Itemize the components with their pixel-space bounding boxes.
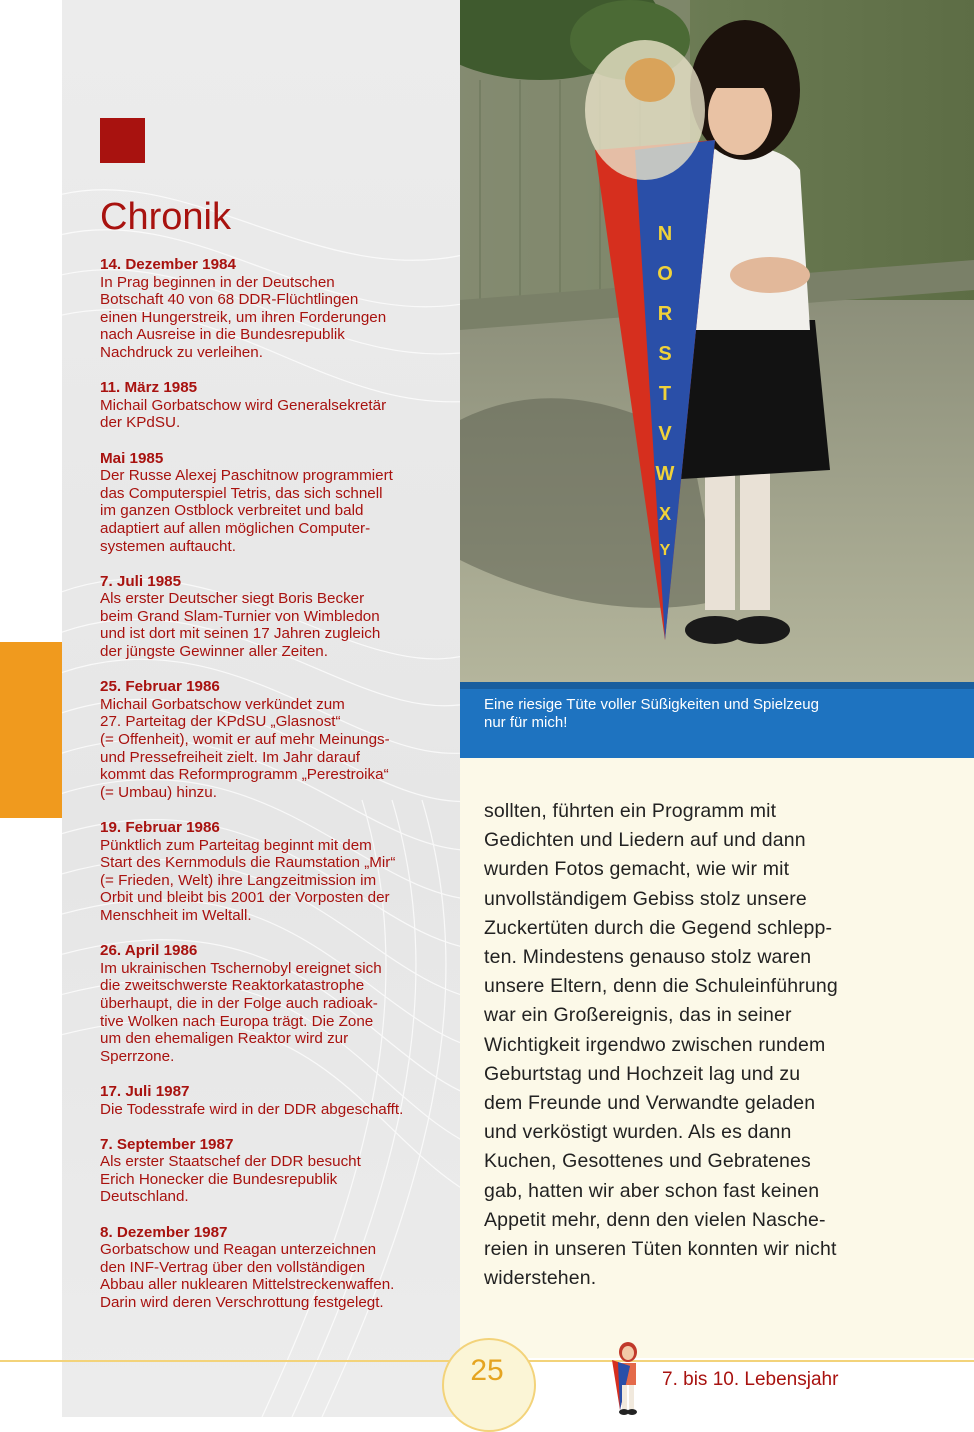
chronicle-entry xyxy=(100,379,440,432)
chronicle-entry xyxy=(100,1083,440,1118)
chronicle-entry xyxy=(100,573,440,661)
entry-date: 26. April 1986 xyxy=(100,942,198,960)
entry-text: Im ukrainischen Tschernobyl ereignet sich die zweitschwerste Reaktorkatastrophe überhaupt, die in der Folge auch radioak- tive Wolken nach Europa trägt. Die Zone um den ehemaligen Reaktor wird zur Sperrzone. xyxy=(100,959,382,1065)
svg-text:R: R xyxy=(657,303,673,325)
entry-date: 11. März 1985 xyxy=(100,379,198,397)
chronicle-entry xyxy=(100,942,440,1065)
orange-accent-bar xyxy=(0,642,62,818)
child-with-cone-icon xyxy=(598,1338,658,1417)
svg-text:S: S xyxy=(658,343,672,365)
entry-date: 7. Juli 1985 xyxy=(100,572,182,590)
entry-date: 14. Dezember 1984 xyxy=(100,256,236,273)
chronicle-title: Chronik xyxy=(100,196,231,238)
svg-text:W: W xyxy=(655,463,675,485)
entry-text: Michail Gorbatschow verkündet zum 27. Parteitag der KPdSU „Glasnost“ (= Offenheit), womit er auf mehr Meinungs- und Pressefreiheit zielt. Im Jahr darauf kommt das Reformprogramm „Perestroika“ (= Umbau) hinzu. xyxy=(100,695,390,801)
entry-text: Gorbatschow und Reagan unterzeichnen den INF-Vertrag über den vollständigen Abbau aller nuklearen Mittelstreckenwaffen. Darin wird deren Verschrottung festgelegt. xyxy=(100,1241,395,1312)
photo-illustration xyxy=(460,0,974,682)
entry-text: Michail Gorbatschow wird Generalsekretär der KPdSU. xyxy=(100,396,387,432)
chronicle-entry xyxy=(100,1136,440,1206)
svg-text:V: V xyxy=(658,423,672,445)
svg-text:O: O xyxy=(657,263,673,285)
svg-text:Y: Y xyxy=(659,542,671,559)
entry-date: Mai 1985 xyxy=(100,449,164,467)
photo-caption: Eine riesige Tüte voller Süßigkeiten und Spielzeug nur für mich! xyxy=(484,696,819,731)
school-cone-photo xyxy=(460,0,974,682)
svg-text:T: T xyxy=(658,383,672,405)
caption-shade xyxy=(460,682,974,689)
entry-date: 7. September 1987 xyxy=(100,1135,234,1153)
chronicle-list xyxy=(100,256,440,1329)
chronicle-entry xyxy=(100,450,440,556)
photo-caption-bar xyxy=(460,682,974,758)
cone-letters: N xyxy=(657,223,673,245)
entry-date: 19. Februar 1986 xyxy=(100,819,220,836)
chronicle-entry xyxy=(100,678,440,801)
section-label: 7. bis 10. Lebensjahr xyxy=(662,1369,839,1390)
entry-date: 17. Juli 1987 xyxy=(100,1082,190,1100)
entry-text: Pünktlich zum Parteitag beginnt mit dem Start des Kernmoduls die Raumstation „Mir“ (= Frieden, Welt) ihre Langzeitmission im Orbit und bleibt bis 2001 der Vorposten der Menschheit im Weltall. xyxy=(100,836,396,924)
entry-date: 25. Februar 1986 xyxy=(100,678,220,696)
entry-text: Der Russe Alexej Paschitnow programmiert das Computerspiel Tetris, das sich schnell im ganzen Ostblock verbreitet und bald adaptiert auf allen möglichen Computer- systemen auftaucht. xyxy=(100,467,393,555)
main-body-text: sollten, führten ein Programm mit Gedichten und Liedern auf und dann wurden Fotos gemacht, wie wir mit unvollständigem Gebiss stolz unsere Zuckertüten durch die Gegend schlepp- ten. Mindestens genauso stolz waren unsere Eltern, denn die Schuleinführung war ein Großereignis, das in seiner Wichtigkeit irgendwo zwischen rundem Geburtstag und Hochzeit lag und zu dem Freunde und Verwandte geladen und verköstigt wurden. Als es dann Kuchen, Gesottenes und Gebratenes gab, hatten wir aber schon fast keinen Appetit mehr, denn den vielen Nasche- reien in unseren Tüten konnten wir nicht widerstehen. xyxy=(484,800,838,1290)
entry-text: Als erster Staatschef der DDR besucht Erich Honecker die Bundesrepublik Deutschland. xyxy=(100,1153,361,1206)
red-square-marker xyxy=(100,118,145,163)
page-number: 25 xyxy=(470,1354,504,1387)
chronicle-entry xyxy=(100,1224,440,1312)
chronicle-entry xyxy=(100,256,440,362)
chronicle-entry xyxy=(100,819,440,925)
entry-text: In Prag beginnen in der Deutschen Botschaft 40 von 68 DDR-Flüchtlingen einen Hungerstreik, um ihren Forderungen nach Ausreise in die Bundesrepublik Nachdruck zu verleihen. xyxy=(100,273,387,361)
entry-text: Die Todesstrafe wird in der DDR abgeschafft. xyxy=(100,1100,404,1118)
entry-date: 8. Dezember 1987 xyxy=(100,1223,228,1241)
svg-text:X: X xyxy=(658,504,672,524)
entry-text: Als erster Deutscher siegt Boris Becker beim Grand Slam-Turnier von Wimbledon und ist dort mit seinen 17 Jahren zugleich der jüngste Gewinner aller Zeiten. xyxy=(100,590,381,661)
